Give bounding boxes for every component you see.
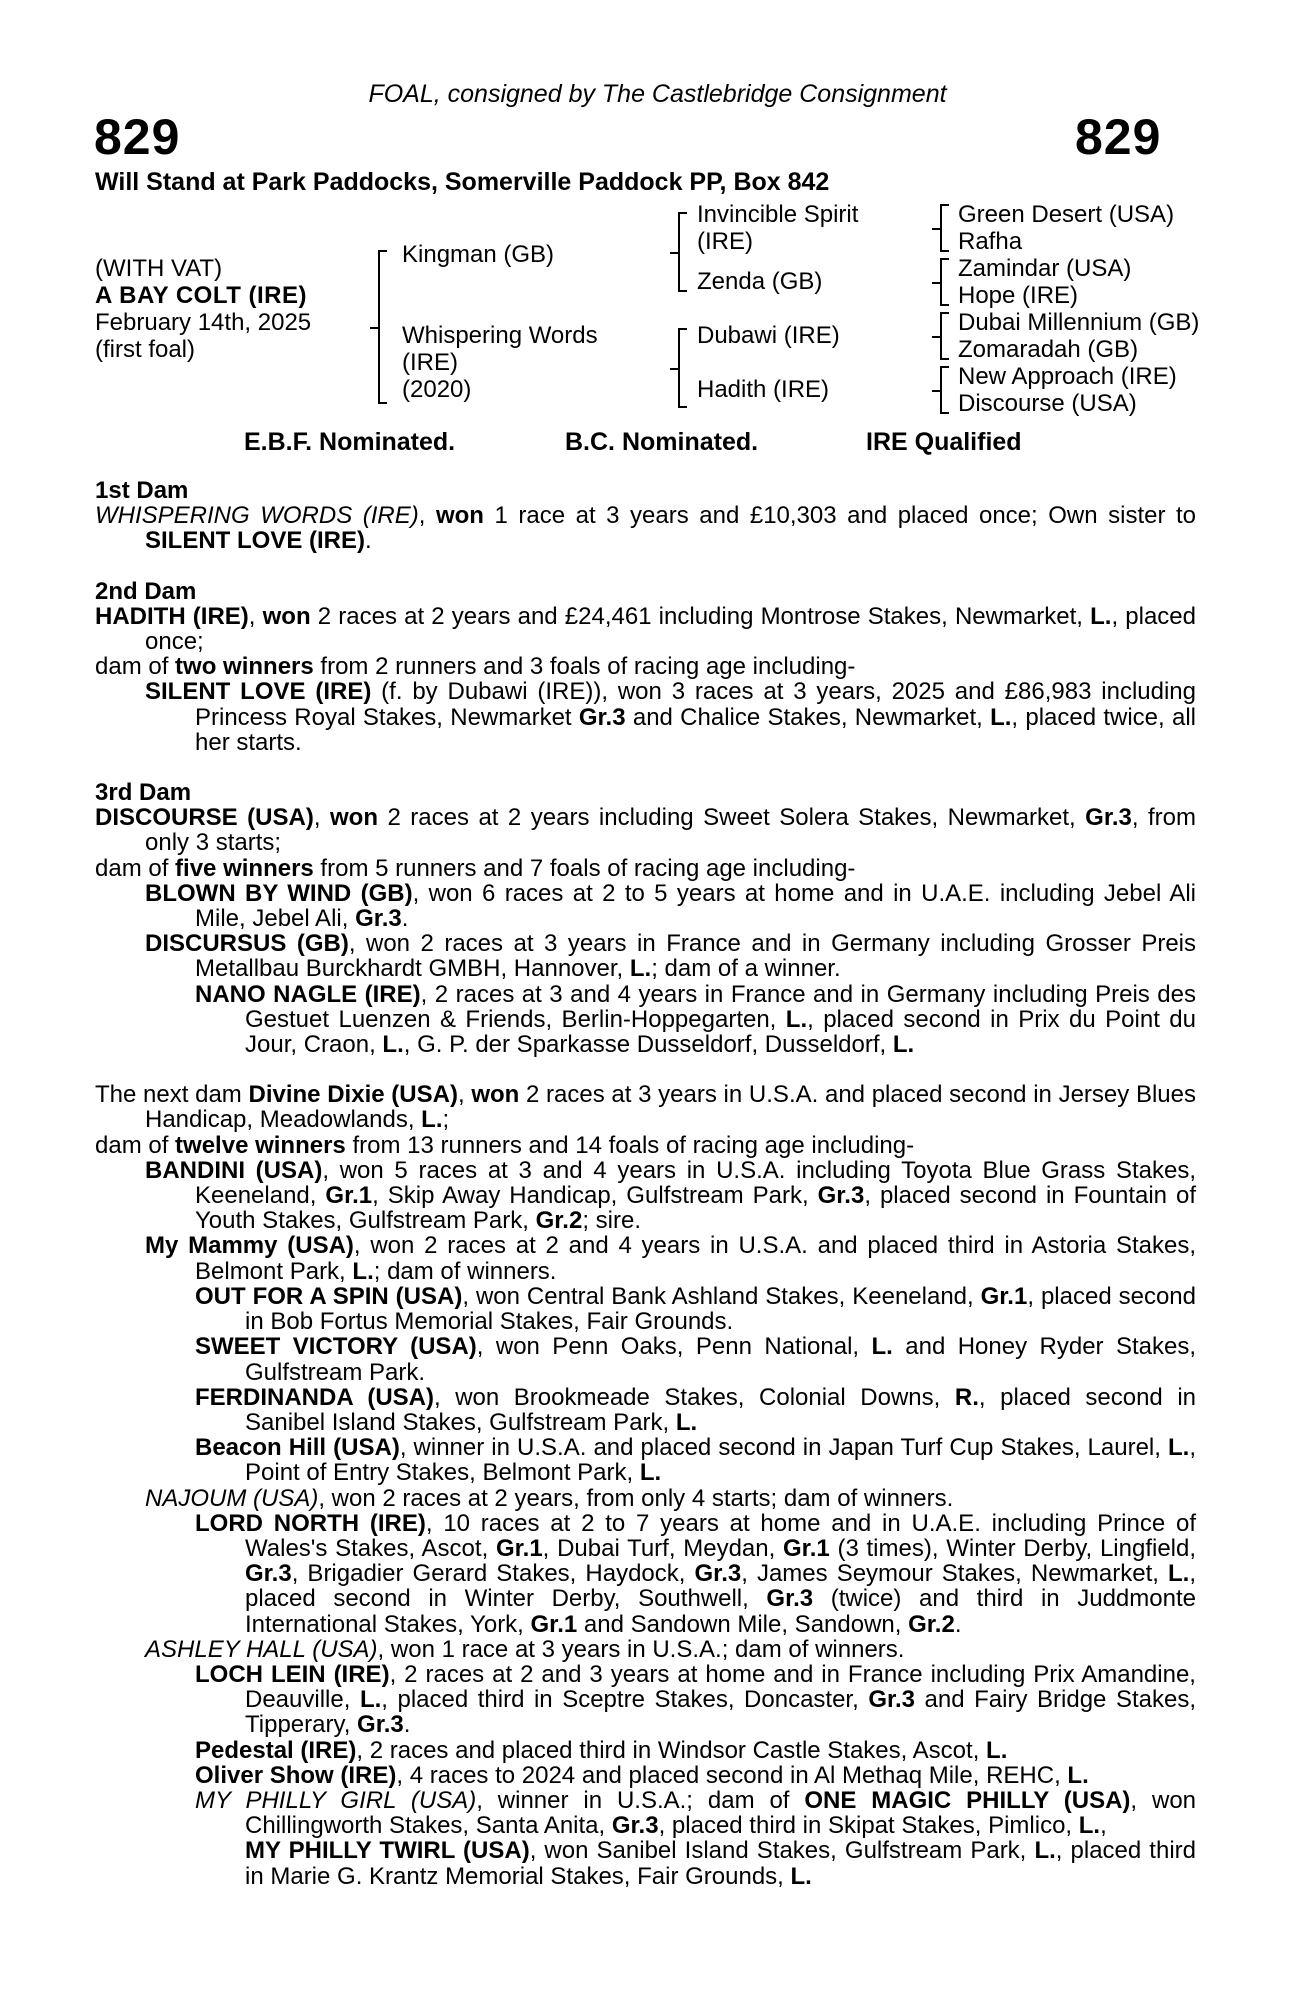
brace-g4 [940,366,949,414]
produce-loch-lein: LOCH LEIN (IRE), 2 races at 2 and 3 years at home and in France including Prix Amandine, Deauville, L., placed third in Sceptre Stakes, Doncaster, Gr.3 and Fairy Bridge Stakes, Tipperary, Gr.3. [195,1660,1196,1739]
vat-note: (WITH VAT) [95,255,223,282]
third-dam-produce-1: BLOWN BY WIND (GB), won 6 races at 2 to 5 years at home and in U.A.E. including Jebel Ali Mile, Jebel Ali, Gr.3. [145,879,1196,933]
dam-name-line2: (IRE) [402,349,458,376]
nomination-bc: B.C. Nominated. [565,428,759,456]
nomination-ire: IRE Qualified [866,428,1022,456]
sires-sire-line1: Invincible Spirit [697,201,859,228]
third-dam-entry: DISCOURSE (USA), won 2 races at 2 years including Sweet Solera Stakes, Newmarket, Gr.3, from only 3 starts; [95,804,1197,857]
produce-out-for-a-spin: OUT FOR A SPIN (USA), won Central Bank Ashland Stakes, Keeneland, Gr.1, placed second in Bob Fortus Memorial Stakes, Fair Grounds. [195,1282,1197,1336]
foaled-date: February 14th, 2025 [95,309,312,336]
first-dam-heading: 1st Dam [95,477,189,504]
sires-dam: Zenda (GB) [697,268,823,295]
produce-pedestal: Pedestal (IRE), 2 races and placed third in Windsor Castle Stakes, Ascot, L. [195,1736,1008,1764]
produce-bandini: BANDINI (USA), won 5 races at 3 and 4 years in U.S.A. including Toyota Blue Grass Stakes, Keeneland, Gr.1, Skip Away Handicap, Gulfstream Park, Gr.3, placed second in Fountain of Youth Stakes, Gulfstream Park, Gr.2; sire. [145,1156,1196,1235]
nomination-ebf: E.B.F. Nominated. [244,428,456,456]
first-dam-entry: WHISPERING WORDS (IRE), won 1 race at 3 years and £10,303 and placed once; Own sister to SILENT LOVE (IRE). [95,502,1196,555]
next-dam-produce-summary: dam of twelve winners from 13 runners and 14 foals of racing age including- [95,1131,915,1159]
brace-g2 [940,258,949,306]
produce-my-philly-twirl: MY PHILLY TWIRL (USA), won Sanibel Island Stakes, Gulfstream Park, L., placed third in Marie G. Krantz Memorial Stakes, Fair Grounds, L. [245,1837,1196,1890]
third-dam-produce-2-1: NANO NAGLE (IRE), 2 races at 3 and 4 years in France and in Germany including Preis des Gestuet Luenzen & Friends, Berlin-Hoppegarten, L., placed second in Prix du Point du Jour, Craon, L., G. P. der Sparkasse Dusseldorf, Dusseldorf, L. [195,980,1197,1059]
produce-ashley-hall: ASHLEY HALL (USA), won 1 race at 3 years in U.S.A.; dam of winners. [145,1635,905,1663]
sires-sire-line2: (IRE) [697,228,753,255]
produce-my-mammy: My Mammy (USA), won 2 races at 2 and 4 years in U.S.A. and placed third in Astoria Stakes, Belmont Park, L.; dam of winners. [145,1232,1196,1285]
ped-g3-5: Dubai Millennium (GB) [958,309,1200,336]
horse-name: A BAY COLT (IRE) [95,282,308,309]
brace-g3 [940,312,949,360]
produce-ferdinanda: FERDINANDA (USA), won Brookmeade Stakes, Colonial Downs, R., placed second in Sanibel Island Stakes, Gulfstream Park, L. [195,1383,1196,1436]
produce-beacon-hill: Beacon Hill (USA), winner in U.S.A. and placed second in Japan Turf Cup Stakes, Laurel, L., Point of Entry Stakes, Belmont Park, L. [195,1434,1196,1487]
ped-g3-2: Rafha [958,228,1023,255]
second-dam-produce-1: SILENT LOVE (IRE) (f. by Dubawi (IRE)), won 3 races at 3 years, 2025 and £86,983 including Princess Royal Stakes, Newmarket Gr.3 and Chalice Stakes, Newmarket, L., placed twice, all her starts. [145,678,1196,756]
produce-najoum: NAJOUM (USA), won 2 races at 2 years, from only 4 starts; dam of winners. [145,1484,954,1512]
third-dam-produce-2: DISCURSUS (GB), won 2 races at 3 years in France and in Germany including Grosser Preis Metallbau Burckhardt GMBH, Hannover, L.; dam of a winner. [145,930,1196,983]
ped-g3-4: Hope (IRE) [958,282,1079,309]
brace-sire [678,212,687,292]
ped-g3-3: Zamindar (USA) [958,255,1132,282]
second-dam-produce-summary: dam of two winners from 2 runners and 3 foals of racing age including- [95,653,856,681]
third-dam-heading: 3rd Dam [95,779,192,807]
page-subtitle: FOAL, consigned by The Castlebridge Consignment [368,80,947,108]
second-dam-heading: 2nd Dam [95,577,197,605]
brace-dam [678,328,687,408]
produce-lord-north: LORD NORTH (IRE), 10 races at 2 to 7 years at home and in U.A.E. including Prince of Wales's Stakes, Ascot, Gr.1, Dubai Turf, Meydan, Gr.1 (3 times), Winter Derby, Lingfield, Gr.3, Brigadier Gerard Stakes, Haydock, Gr.3, James Seymour Stakes, Newmarket, L., placed second in Winter Derby, Southwell, Gr.3 (twice) and third in Juddmonte International Stakes, York, Gr.1 and Sandown Mile, Sandown, Gr.2. [195,1509,1197,1638]
sire-name: Kingman (GB) [402,241,555,268]
brace-g1 [940,204,949,252]
stand-info: Will Stand at Park Paddocks, Somerville Paddock PP, Box 842 [95,168,830,196]
ped-g3-6: Zomaradah (GB) [958,336,1139,363]
produce-my-philly-girl: MY PHILLY GIRL (USA), winner in U.S.A.; dam of ONE MAGIC PHILLY (USA), won Chillingworth Stakes, Santa Anita, Gr.3, placed third in Skipat Stakes, Pimlico, L., [195,1786,1197,1840]
next-dam-entry: The next dam Divine Dixie (USA), won 2 races at 3 years in U.S.A. and placed second in Jersey Blues Handicap, Meadowlands, L.; [95,1081,1197,1134]
second-dam-entry: HADITH (IRE), won 2 races at 2 years and £24,461 including Montrose Stakes, Newmarket, L., placed once; [95,602,1196,656]
produce-sweet-victory: SWEET VICTORY (USA), won Penn Oaks, Penn National, L. and Honey Ryder Stakes, Gulfstream Park. [195,1333,1196,1386]
foal-note: (first foal) [95,336,196,363]
lot-number-left: 829 [94,109,181,165]
brace-main [378,250,387,404]
ped-g3-8: Discourse (USA) [958,390,1137,417]
dams-dam: Hadith (IRE) [697,376,830,403]
dam-name-line3: (2020) [402,376,472,403]
ped-g3-1: Green Desert (USA) [958,201,1175,228]
catalogue-body [95,478,1196,1889]
dam-name-line1: Whispering Words [402,322,598,349]
lot-number-right: 829 [1075,109,1162,165]
ped-g3-7: New Approach (IRE) [958,363,1177,390]
third-dam-produce-summary: dam of five winners from 5 runners and 7 foals of racing age including- [95,854,856,882]
produce-oliver-show: Oliver Show (IRE), 4 races to 2024 and placed second in Al Methaq Mile, REHC, L. [195,1761,1089,1789]
dams-sire: Dubawi (IRE) [697,322,840,349]
